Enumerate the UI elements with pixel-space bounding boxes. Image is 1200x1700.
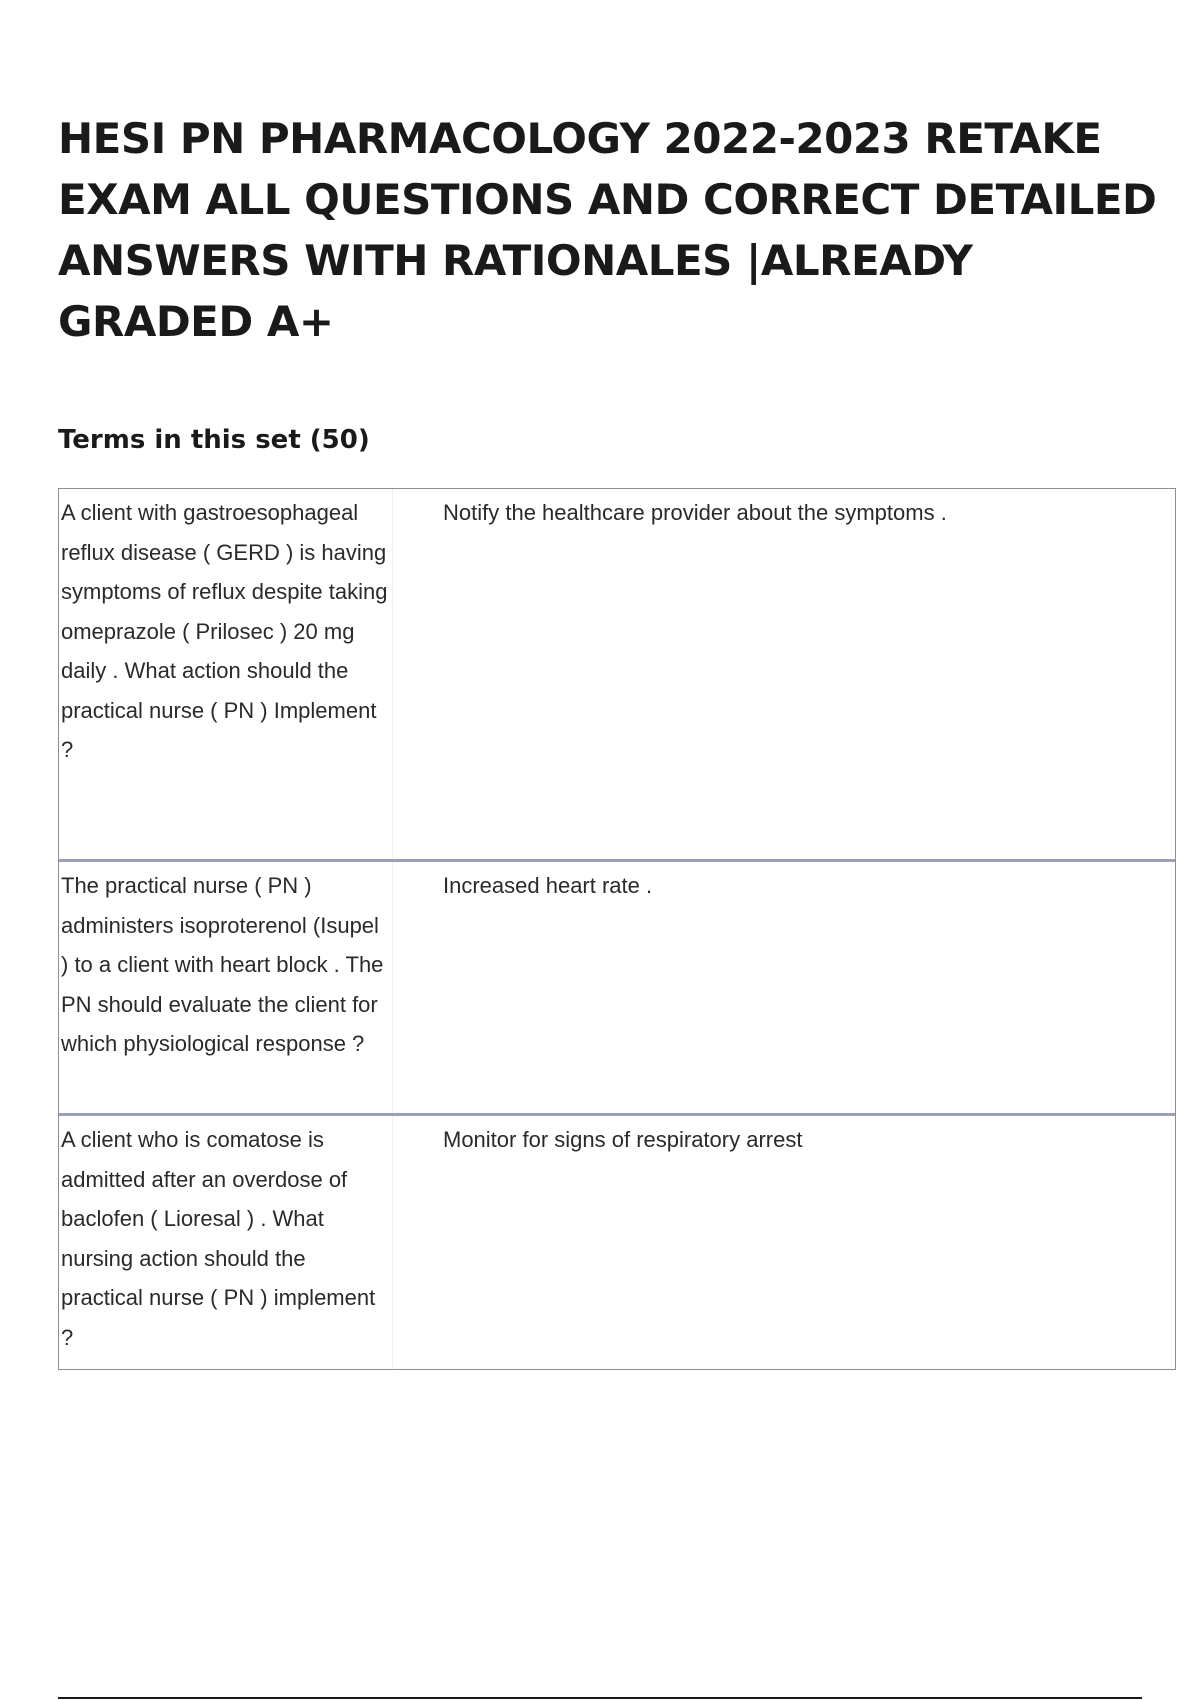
term-question: A client with gastroesophageal reflux disease ( GERD ) is having symptoms of reflux despite taking omeprazole ( Prilosec ) 20 mg daily . What action should the practical nurse ( PN ) Implement ? bbox=[59, 489, 393, 859]
page-title: HESI PN PHARMACOLOGY 2022-2023 RETAKE EXAM ALL QUESTIONS AND CORRECT DETAILED ANSWERS WITH RATIONALES |ALREADY GRADED A+ bbox=[58, 114, 1157, 346]
term-row bbox=[59, 489, 1175, 862]
term-row bbox=[59, 862, 1175, 1116]
term-question: A client who is comatose is admitted after an overdose of baclofen ( Lioresal ) . What nursing action should the practical nurse ( PN ) implement ? bbox=[59, 1116, 393, 1369]
terms-table bbox=[58, 488, 1176, 1370]
footer-divider bbox=[58, 1697, 1142, 1699]
term-answer: Notify the healthcare provider about the symptoms . bbox=[443, 500, 947, 525]
term-answer: Increased heart rate . bbox=[443, 873, 653, 898]
term-answer: Monitor for signs of respiratory arrest bbox=[443, 1127, 803, 1152]
terms-count-heading: Terms in this set (50) bbox=[58, 425, 370, 455]
term-row bbox=[59, 1116, 1175, 1369]
term-question: The practical nurse ( PN ) administers isoproterenol (Isupel ) to a client with heart block . The PN should evaluate the client for which physiological response ? bbox=[59, 862, 393, 1113]
